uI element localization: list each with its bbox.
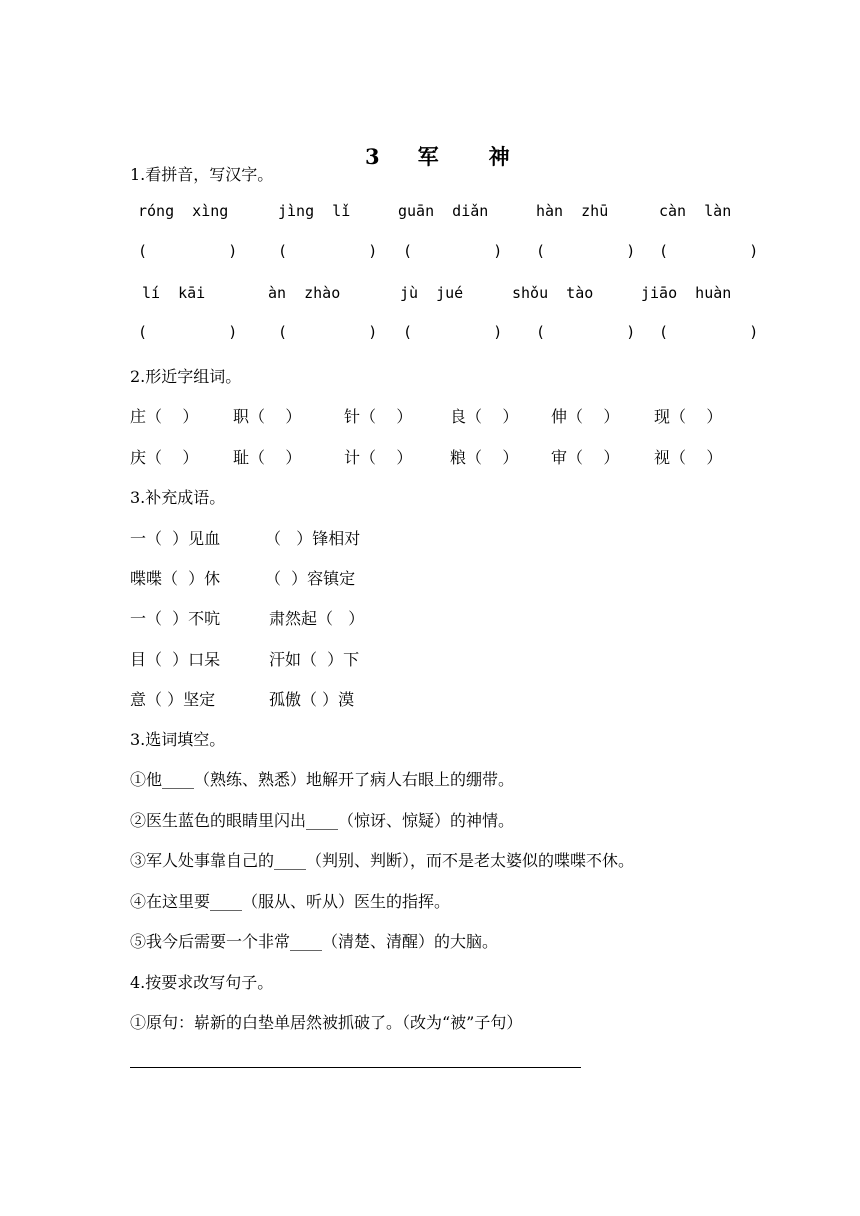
word-item[interactable]: 计（ ） [344, 448, 413, 467]
word-item[interactable]: 视（ ） [654, 448, 723, 467]
title-char-2: 神 [488, 144, 510, 169]
idiom-item[interactable]: 意（ ）坚定 [130, 690, 216, 709]
idiom-item[interactable]: （ ）容镇定 [265, 569, 356, 588]
idiom-item[interactable]: 喋喋（ ）休 [130, 569, 221, 588]
idiom-item[interactable]: 孤傲（ ）漠 [269, 690, 355, 709]
q5-heading: 4.按要求改写句子。 [130, 973, 274, 992]
pinyin: càn làn [659, 202, 732, 220]
word-item[interactable]: 针（ ） [344, 407, 413, 426]
answer-blank[interactable]: ( ) [138, 242, 238, 260]
pinyin: jiāo huàn [641, 284, 732, 302]
q4-heading: 3.选词填空。 [130, 730, 226, 749]
word-item[interactable]: 现（ ） [654, 407, 723, 426]
word-item[interactable]: 职（ ） [233, 407, 302, 426]
pinyin: jìng lǐ [278, 202, 351, 220]
pinyin: jù jué [400, 284, 464, 302]
idiom-item[interactable]: 肃然起（ ） [269, 609, 365, 628]
fill-sentence[interactable]: ③军人处事靠自己的____（判别、判断），而不是老太婆似的喋喋不休。 [130, 851, 635, 870]
idiom-item[interactable]: 汗如（ ）下 [269, 650, 360, 669]
q2-heading: 2.形近字组词。 [130, 367, 242, 386]
lesson-number: 3 [365, 144, 380, 169]
answer-blank[interactable]: ( ) [403, 323, 503, 341]
answer-blank[interactable]: ( ) [278, 242, 378, 260]
q1-heading: 1.看拼音，写汉字。 [130, 165, 274, 184]
word-item[interactable]: 庆（ ） [130, 448, 199, 467]
idiom-item[interactable]: 一（ ）不吭 [130, 609, 221, 628]
rewrite-sentence: ①原句：崭新的白垫单居然被抓破了。（改为“被”子句） [130, 1013, 523, 1032]
word-item[interactable]: 庄（ ） [130, 407, 199, 426]
word-item[interactable]: 伸（ ） [551, 407, 620, 426]
pinyin: lí kāi [142, 284, 206, 302]
pinyin: róng xìng [138, 202, 229, 220]
word-item[interactable]: 粮（ ） [450, 448, 519, 467]
word-item[interactable]: 耻（ ） [233, 448, 302, 467]
word-item[interactable]: 良（ ） [450, 407, 519, 426]
page-title [0, 116, 860, 171]
fill-sentence[interactable]: ②医生蓝色的眼睛里闪出____（惊讶、惊疑）的神情。 [130, 811, 515, 830]
idiom-item[interactable]: 一（ ）见血 [130, 529, 221, 548]
fill-sentence[interactable]: ④在这里要____（服从、听从）医生的指挥。 [130, 892, 451, 911]
idiom-item[interactable]: （ ）锋相对 [265, 529, 361, 548]
answer-line[interactable] [130, 1067, 581, 1068]
title-char-1: 军 [417, 144, 439, 169]
fill-sentence[interactable]: ⑤我今后需要一个非常____（清楚、清醒）的大脑。 [130, 932, 499, 951]
answer-blank[interactable]: ( ) [659, 242, 759, 260]
word-item[interactable]: 审（ ） [551, 448, 620, 467]
answer-blank[interactable]: ( ) [138, 323, 238, 341]
answer-blank[interactable]: ( ) [536, 242, 636, 260]
pinyin: guān diǎn [398, 202, 489, 220]
pinyin: hàn zhū [536, 202, 609, 220]
answer-blank[interactable]: ( ) [278, 323, 378, 341]
answer-blank[interactable]: ( ) [403, 242, 503, 260]
fill-sentence[interactable]: ①他____（熟练、熟悉）地解开了病人右眼上的绷带。 [130, 770, 515, 789]
pinyin: shǒu tào [512, 284, 594, 302]
answer-blank[interactable]: ( ) [536, 323, 636, 341]
pinyin: àn zhào [268, 284, 341, 302]
answer-blank[interactable]: ( ) [659, 323, 759, 341]
idiom-item[interactable]: 目（ ）口呆 [130, 650, 221, 669]
q3-heading: 3.补充成语。 [130, 488, 226, 507]
